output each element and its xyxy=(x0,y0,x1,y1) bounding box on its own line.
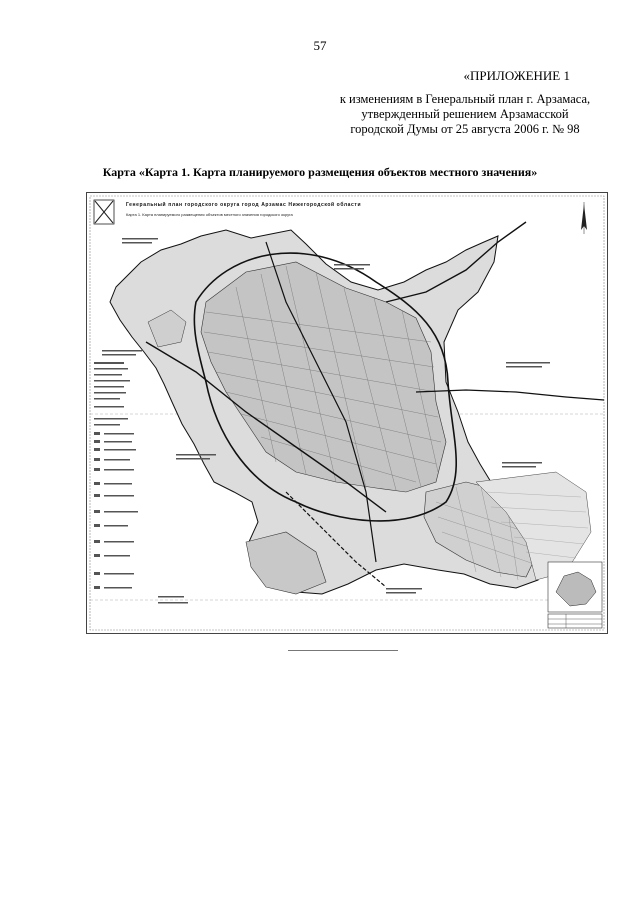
appendix-line: городской Думы от 25 августа 2006 г. № 98 xyxy=(350,122,580,136)
map-figure xyxy=(86,192,608,634)
map-drawing xyxy=(86,192,608,634)
appendix-line: к изменениям в Генеральный план г. Арзамаса, xyxy=(339,92,591,106)
title-block xyxy=(548,614,602,628)
bottom-rule xyxy=(288,650,398,651)
map-subtitle: Карта 1. Карта планируемого размещения объектов местного значения городского округа xyxy=(126,212,293,217)
appendix-lines xyxy=(330,92,600,137)
coat-of-arms-icon xyxy=(94,200,114,224)
appendix-title: «ПРИЛОЖЕНИЕ 1 xyxy=(463,68,570,83)
page-number: 57 xyxy=(313,38,327,53)
map-header-title: Генеральный план городского округа город Арзамас Нижегородской области xyxy=(126,202,362,208)
inset-map xyxy=(548,562,602,612)
map-caption: Карта «Карта 1. Карта планируемого размещения объектов местного значения» xyxy=(102,165,538,179)
appendix-line: утвержденный решением Арзамасской xyxy=(361,107,569,121)
